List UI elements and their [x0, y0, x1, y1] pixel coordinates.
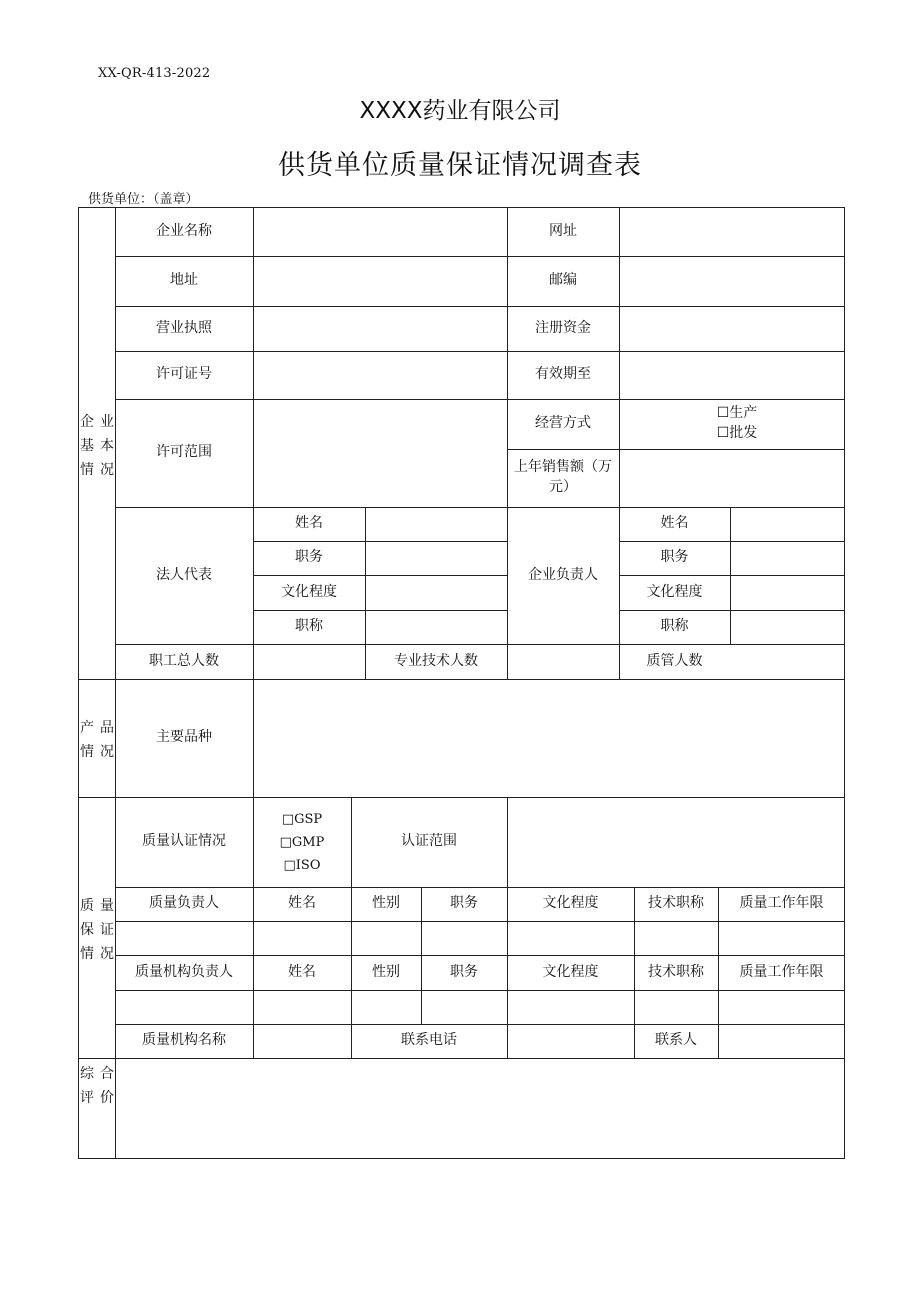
main-varieties-field[interactable] [253, 679, 845, 797]
label-quality-head: 质量负责人 [149, 895, 219, 912]
label-valid-until: 有效期至 [535, 366, 591, 383]
checkbox-gmp[interactable]: □GMP [279, 834, 325, 850]
col-gender: 性别 [372, 895, 400, 912]
col-name: 姓名 [288, 895, 316, 912]
col-name-2: 姓名 [288, 963, 316, 980]
label-last-year-sales: 上年销售额（万元） [514, 459, 612, 495]
business-license-field[interactable] [253, 306, 507, 351]
certification-scope-field[interactable] [507, 797, 845, 887]
head-title-label: 职称 [660, 618, 689, 635]
label-legal-representative: 法人代表 [156, 566, 212, 583]
col-education-2: 文化程度 [542, 963, 599, 980]
business-mode-options [619, 399, 845, 449]
col-tech-title: 技术职称 [648, 895, 704, 912]
label-business-license: 营业执照 [156, 319, 212, 336]
label-permit-number: 许可证号 [156, 366, 212, 383]
quality-head-education-field[interactable] [507, 921, 634, 955]
label-website: 网址 [549, 222, 577, 239]
head-name-label: 姓名 [660, 515, 689, 532]
label-registered-capital: 注册资金 [535, 319, 591, 336]
qa-org-head-name-field[interactable] [253, 990, 351, 1024]
legal-rep-title-label: 职称 [295, 618, 323, 635]
quality-head-title-field[interactable] [634, 921, 718, 955]
section-overall-evaluation: 综 合 评价 [80, 1066, 114, 1106]
label-tech-staff: 专业技术人数 [394, 652, 478, 669]
quality-head-gender-field[interactable] [351, 921, 421, 955]
label-main-varieties: 主要品种 [156, 729, 212, 746]
legal-rep-name-field[interactable] [365, 507, 507, 541]
col-tech-title-2: 技术职称 [648, 963, 704, 980]
checkbox-iso[interactable]: □ISO [283, 857, 321, 873]
col-position-2: 职务 [450, 963, 478, 980]
quality-head-years-field[interactable] [718, 921, 845, 955]
label-contact-person: 联系人 [655, 1032, 697, 1049]
legal-rep-name-label: 姓名 [295, 515, 323, 532]
checkbox-gsp[interactable]: □GSP [281, 811, 323, 827]
qa-org-head-gender-field[interactable] [351, 990, 421, 1024]
quality-head-name-field[interactable] [253, 921, 351, 955]
label-qa-org-head: 质量机构负责人 [135, 963, 233, 980]
company-name-field[interactable] [253, 207, 507, 256]
label-certification-scope: 认证范围 [401, 833, 457, 850]
checkbox-production[interactable]: ☐生产 [716, 405, 758, 422]
head-education-label: 文化程度 [646, 583, 703, 600]
qa-org-head-blank[interactable] [115, 990, 253, 1024]
label-contact-phone: 联系电话 [401, 1032, 457, 1049]
legal-rep-position-field[interactable] [365, 541, 507, 575]
document-code: XX-QR-413-2022 [98, 66, 211, 81]
col-education: 文化程度 [542, 895, 599, 912]
head-education-field[interactable] [730, 575, 845, 610]
total-staff-field[interactable] [253, 644, 365, 679]
qc-staff-field[interactable] [730, 644, 845, 679]
legal-rep-title-field[interactable] [365, 610, 507, 644]
col-quality-years: 质量工作年限 [739, 895, 824, 912]
section-quality-assurance: 质 量 保 证 情况 [80, 898, 114, 962]
label-company-name: 企业名称 [156, 222, 212, 239]
address-field[interactable] [253, 256, 507, 306]
label-qa-org-name: 质量机构名称 [142, 1032, 226, 1049]
permit-scope-field[interactable] [253, 399, 507, 507]
legal-rep-position-label: 职务 [295, 549, 323, 566]
head-name-field[interactable] [730, 507, 845, 541]
overall-evaluation-field[interactable] [115, 1058, 845, 1158]
label-postcode: 邮编 [549, 272, 577, 289]
label-qc-staff: 质管人数 [646, 652, 703, 669]
col-quality-years-2: 质量工作年限 [739, 963, 824, 980]
contact-phone-field[interactable] [507, 1024, 634, 1058]
label-company-head: 企业负责人 [528, 566, 598, 583]
qa-org-name-field[interactable] [253, 1024, 351, 1058]
label-business-mode: 经营方式 [535, 415, 591, 432]
legal-rep-education-field[interactable] [365, 575, 507, 610]
label-total-staff: 职工总人数 [149, 652, 219, 669]
registered-capital-field[interactable] [619, 306, 845, 351]
qa-org-head-years-field[interactable] [718, 990, 845, 1024]
quality-head-position-field[interactable] [421, 921, 507, 955]
certification-options [253, 797, 351, 887]
supplier-stamp-line: 供货单位：（盖章） [88, 192, 199, 207]
form-title: 供货单位质量保证情况调查表 [278, 150, 642, 181]
section-product-info: 产 品 情况 [80, 720, 114, 760]
checkbox-wholesale[interactable]: ☐批发 [716, 425, 758, 441]
permit-number-field[interactable] [253, 351, 507, 399]
col-position: 职务 [450, 895, 478, 912]
label-quality-certification: 质量认证情况 [142, 833, 226, 850]
contact-person-field[interactable] [718, 1024, 845, 1058]
tech-staff-field[interactable] [507, 644, 619, 679]
head-position-label: 职务 [660, 549, 689, 566]
postcode-field[interactable] [619, 256, 845, 306]
website-field[interactable] [619, 207, 845, 256]
valid-until-field[interactable] [619, 351, 845, 399]
head-position-field[interactable] [730, 541, 845, 575]
col-gender-2: 性别 [372, 963, 400, 980]
label-address: 地址 [170, 272, 198, 289]
qa-org-head-education-field[interactable] [507, 990, 634, 1024]
label-permit-scope: 许可范围 [156, 444, 212, 461]
quality-head-blank[interactable] [115, 921, 253, 955]
company-name: XXXX药业有限公司 [359, 98, 561, 124]
head-title-field[interactable] [730, 610, 845, 644]
qa-org-head-position-field[interactable] [421, 990, 507, 1024]
qa-org-head-title-field[interactable] [634, 990, 718, 1024]
last-year-sales-field[interactable] [619, 449, 845, 507]
legal-rep-education-label: 文化程度 [281, 583, 337, 600]
section-basic-info: 企 业 基 本 情况 [80, 414, 114, 478]
